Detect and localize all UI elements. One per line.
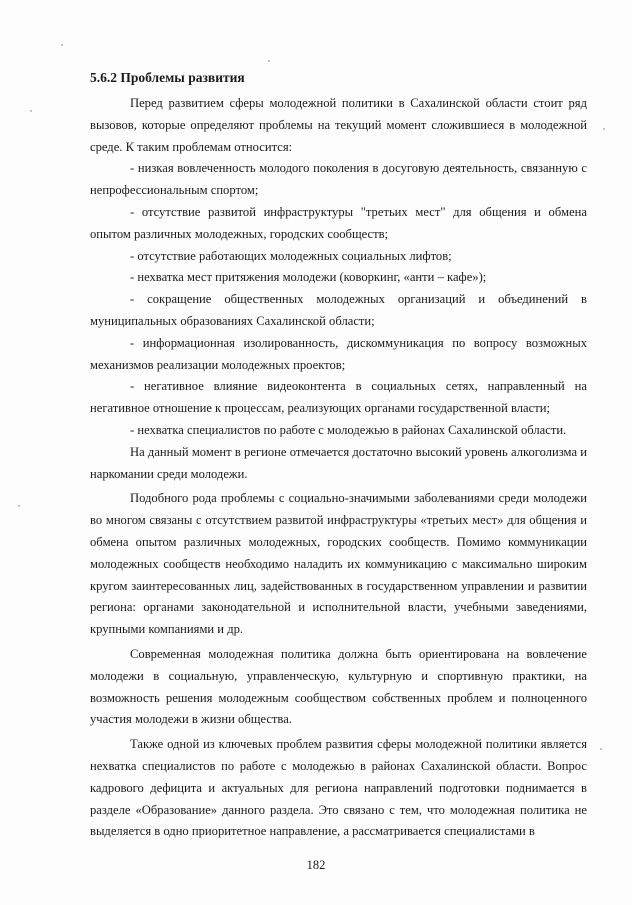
- paragraph-staff-shortage: Также одной из ключевых проблем развития сферы молодежной политики является нехватка специалистов по работе с молодежью в районах Сахалинской области. Вопрос кадрового дефицита и актуальных для региона направлений подготовки поднимается в разделе «Образование» данного раздела. Это связано с тем, что молодежная политика не выделяется в одно приоритетное направление, а рассматривается специалистами в: [90, 737, 587, 839]
- scan-speck: [268, 60, 270, 62]
- list-item-video-content: - негативное влияние видеоконтента в социальных сетях, направленный на негативное отношение к процессам, реализующих органами государственной власти;: [90, 379, 587, 416]
- list-item-third-places: - отсутствие развитой инфраструктуры "третьих мест" для общения и обмена опытом различных молодежных, городских сообществ;: [90, 204, 587, 241]
- list-item-organizations: - сокращение общественных молодежных организаций и объединений в муниципальных образованиях Сахалинской области;: [90, 292, 587, 328]
- section-heading: 5.6.2 Проблемы развития: [90, 70, 245, 85]
- list-item-attraction-places: - нехватка мест притяжения молодежи (коворкинг, «анти – кафе»);: [130, 270, 487, 285]
- scan-speck: [600, 748, 602, 750]
- scan-speck: [30, 110, 32, 112]
- scan-speck: [61, 44, 63, 46]
- list-item-social-lifts: - отсутствие работающих молодежных социальных лифтов;: [130, 248, 452, 263]
- document-body: [90, 68, 587, 843]
- paragraph-social-diseases: Подобного рода проблемы с социально-значимыми заболеваниями среди молодежи во многом связаны с отсутствием развитой инфраструктуры «третьих мест» для общения и обмена опытом различных молодежных, городских сообществ. Помимо коммуникации молодежных сообществ необходимо наладить их коммуникацию с максимально широким кругом заинтересованных лиц, задействованных в государственном управлении и развитии региона: органами законодательной и исполнительной власти, учебными заведениями, крупными компаниями и др.: [90, 491, 587, 637]
- list-item-specialists: - нехватка специалистов по работе с молодежью в районах Сахалинской области.: [130, 422, 567, 437]
- paragraph-modern-policy: Современная молодежная политика должна быть ориентирована на вовлечение молодежи в социальную, управленческую, культурную и спортивную практики, на возможность решения молодежным сообществом собственных проблем и полноценного участия молодежи в жизни общества.: [90, 646, 587, 727]
- scan-speck: [18, 505, 20, 507]
- list-item-sport: - низкая вовлеченность молодого поколения в досуговую деятельность, связанную с непрофессиональным спортом;: [90, 161, 587, 198]
- paragraph-alcoholism: На данный момент в регионе отмечается достаточно высокий уровень алкоголизма и наркомании среди молодежи.: [90, 444, 587, 481]
- paragraph-intro: Перед развитием сферы молодежной политики в Сахалинской области стоит ряд вызовов, которые определяют проблемы на текущий момент сложившиеся в молодежной среде. К таким проблемам относится:: [90, 96, 587, 154]
- scan-speck: [603, 128, 605, 130]
- list-item-information-isolation: - информационная изолированность, дискоммуникация по вопросу возможных механизмов реализации молодежных проектов;: [90, 335, 587, 372]
- page-number: 182: [306, 858, 326, 872]
